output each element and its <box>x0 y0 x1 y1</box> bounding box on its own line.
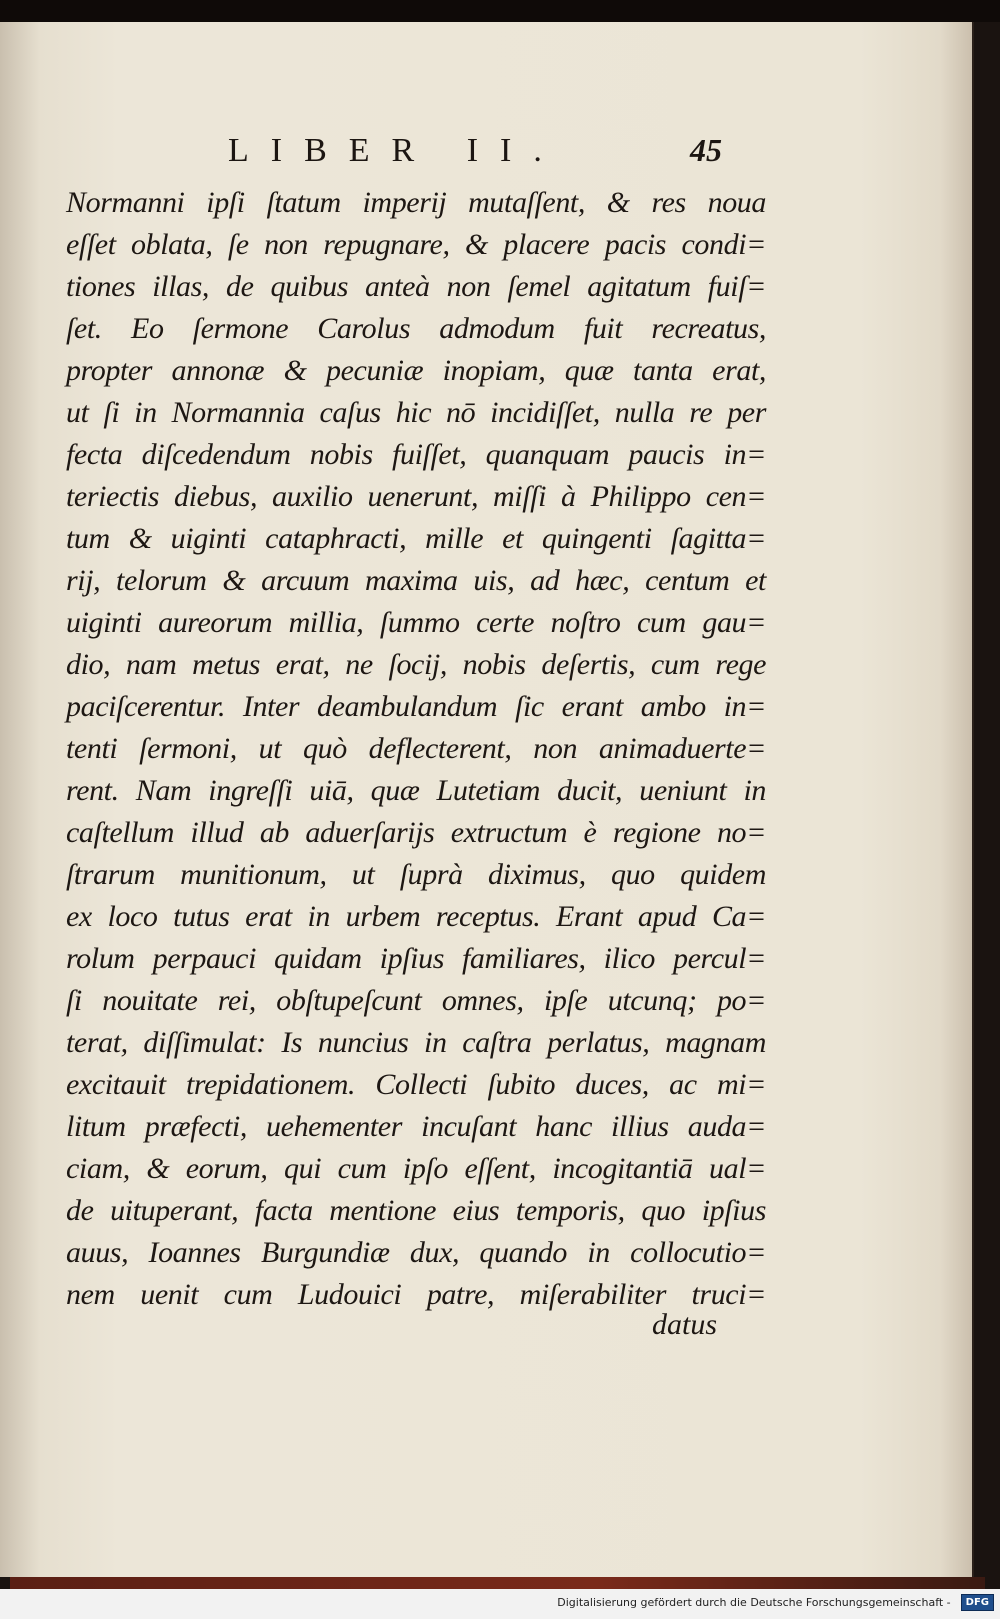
text-line: tum & uiginti cataphracti, mille et quingenti ſagitta= <box>66 522 766 555</box>
text-line: tenti ſermoni, ut quò deflecterent, non animaduerte= <box>66 732 766 765</box>
digitization-credit <box>553 1591 994 1613</box>
dfg-logo-icon: DFG <box>961 1594 994 1611</box>
text-line: ex loco tutus erat in urbem receptus. Erant apud Ca= <box>66 900 766 933</box>
text-line: tiones illas, de quibus anteà non ſemel agitatum fuiſ= <box>66 270 766 303</box>
text-line: eſſet oblata, ſe non repugnare, & placere pacis condi= <box>66 228 766 261</box>
page-bottom-edge <box>10 1577 985 1589</box>
credit-text: Digitalisierung gefördert durch die Deutsche Forschungsgemeinschaft - <box>553 1594 954 1611</box>
text-line: fecta diſcedendum nobis fuiſſet, quanquam paucis in= <box>66 438 766 471</box>
catchword: datus <box>652 1308 718 1341</box>
text-line: propter annonæ & pecuniæ inopiam, quæ tanta erat, <box>66 354 766 387</box>
page-number: 45 <box>690 132 722 168</box>
text-line: ut ſi in Normannia caſus hic nō incidiſſet, nulla re per <box>66 396 766 429</box>
text-line: rolum perpauci quidam ipſius familiares, ilico percul= <box>66 942 766 975</box>
body-text <box>66 182 766 1316</box>
page-header <box>0 132 972 172</box>
text-line: de uituperant, facta mentione eius temporis, quo ipſius <box>66 1194 766 1227</box>
text-line: excitauit trepidationem. Collecti ſubito duces, ac mi= <box>66 1068 766 1101</box>
text-line: ciam, & eorum, qui cum ipſo eſſent, incogitantiā ual= <box>66 1152 766 1185</box>
text-line: uiginti aureorum millia, ſummo certe noſtro cum gau= <box>66 606 766 639</box>
text-line: paciſcerentur. Inter deambulandum ſic erant ambo in= <box>66 690 766 723</box>
text-line: auus, Ioannes Burgundiæ dux, quando in collocutio= <box>66 1236 766 1269</box>
text-line: litum præfecti, uehementer incuſant hanc illius auda= <box>66 1110 766 1143</box>
text-line: teriectis diebus, auxilio uenerunt, miſſi à Philippo cen= <box>66 480 766 513</box>
scan-top-edge <box>0 0 1000 22</box>
running-head: LIBER II. <box>228 132 564 169</box>
text-line: caſtellum illud ab aduerſarijs extructum è regione no= <box>66 816 766 849</box>
text-line: ſi nouitate rei, obſtupeſcunt omnes, ipſe utcunq; po= <box>66 984 766 1017</box>
text-line: Normanni ipſi ſtatum imperij mutaſſent, & res noua <box>66 186 766 219</box>
text-line: rij, telorum & arcuum maxima uis, ad hæc, centum et <box>66 564 766 597</box>
text-line: dio, nam metus erat, ne ſocij, nobis deſertis, cum rege <box>66 648 766 681</box>
text-line: rent. Nam ingreſſi uiā, quæ Lutetiam ducit, ueniunt in <box>66 774 766 807</box>
text-line: nem uenit cum Ludouici patre, miſerabiliter truci= <box>66 1278 766 1311</box>
text-line: ſtrarum munitionum, ut ſuprà diximus, quo quidem <box>66 858 766 891</box>
text-line: terat, diſſimulat: Is nuncius in caſtra perlatus, magnam <box>66 1026 766 1059</box>
book-page <box>0 22 974 1577</box>
text-line: ſet. Eo ſermone Carolus admodum fuit recreatus, <box>66 312 766 345</box>
